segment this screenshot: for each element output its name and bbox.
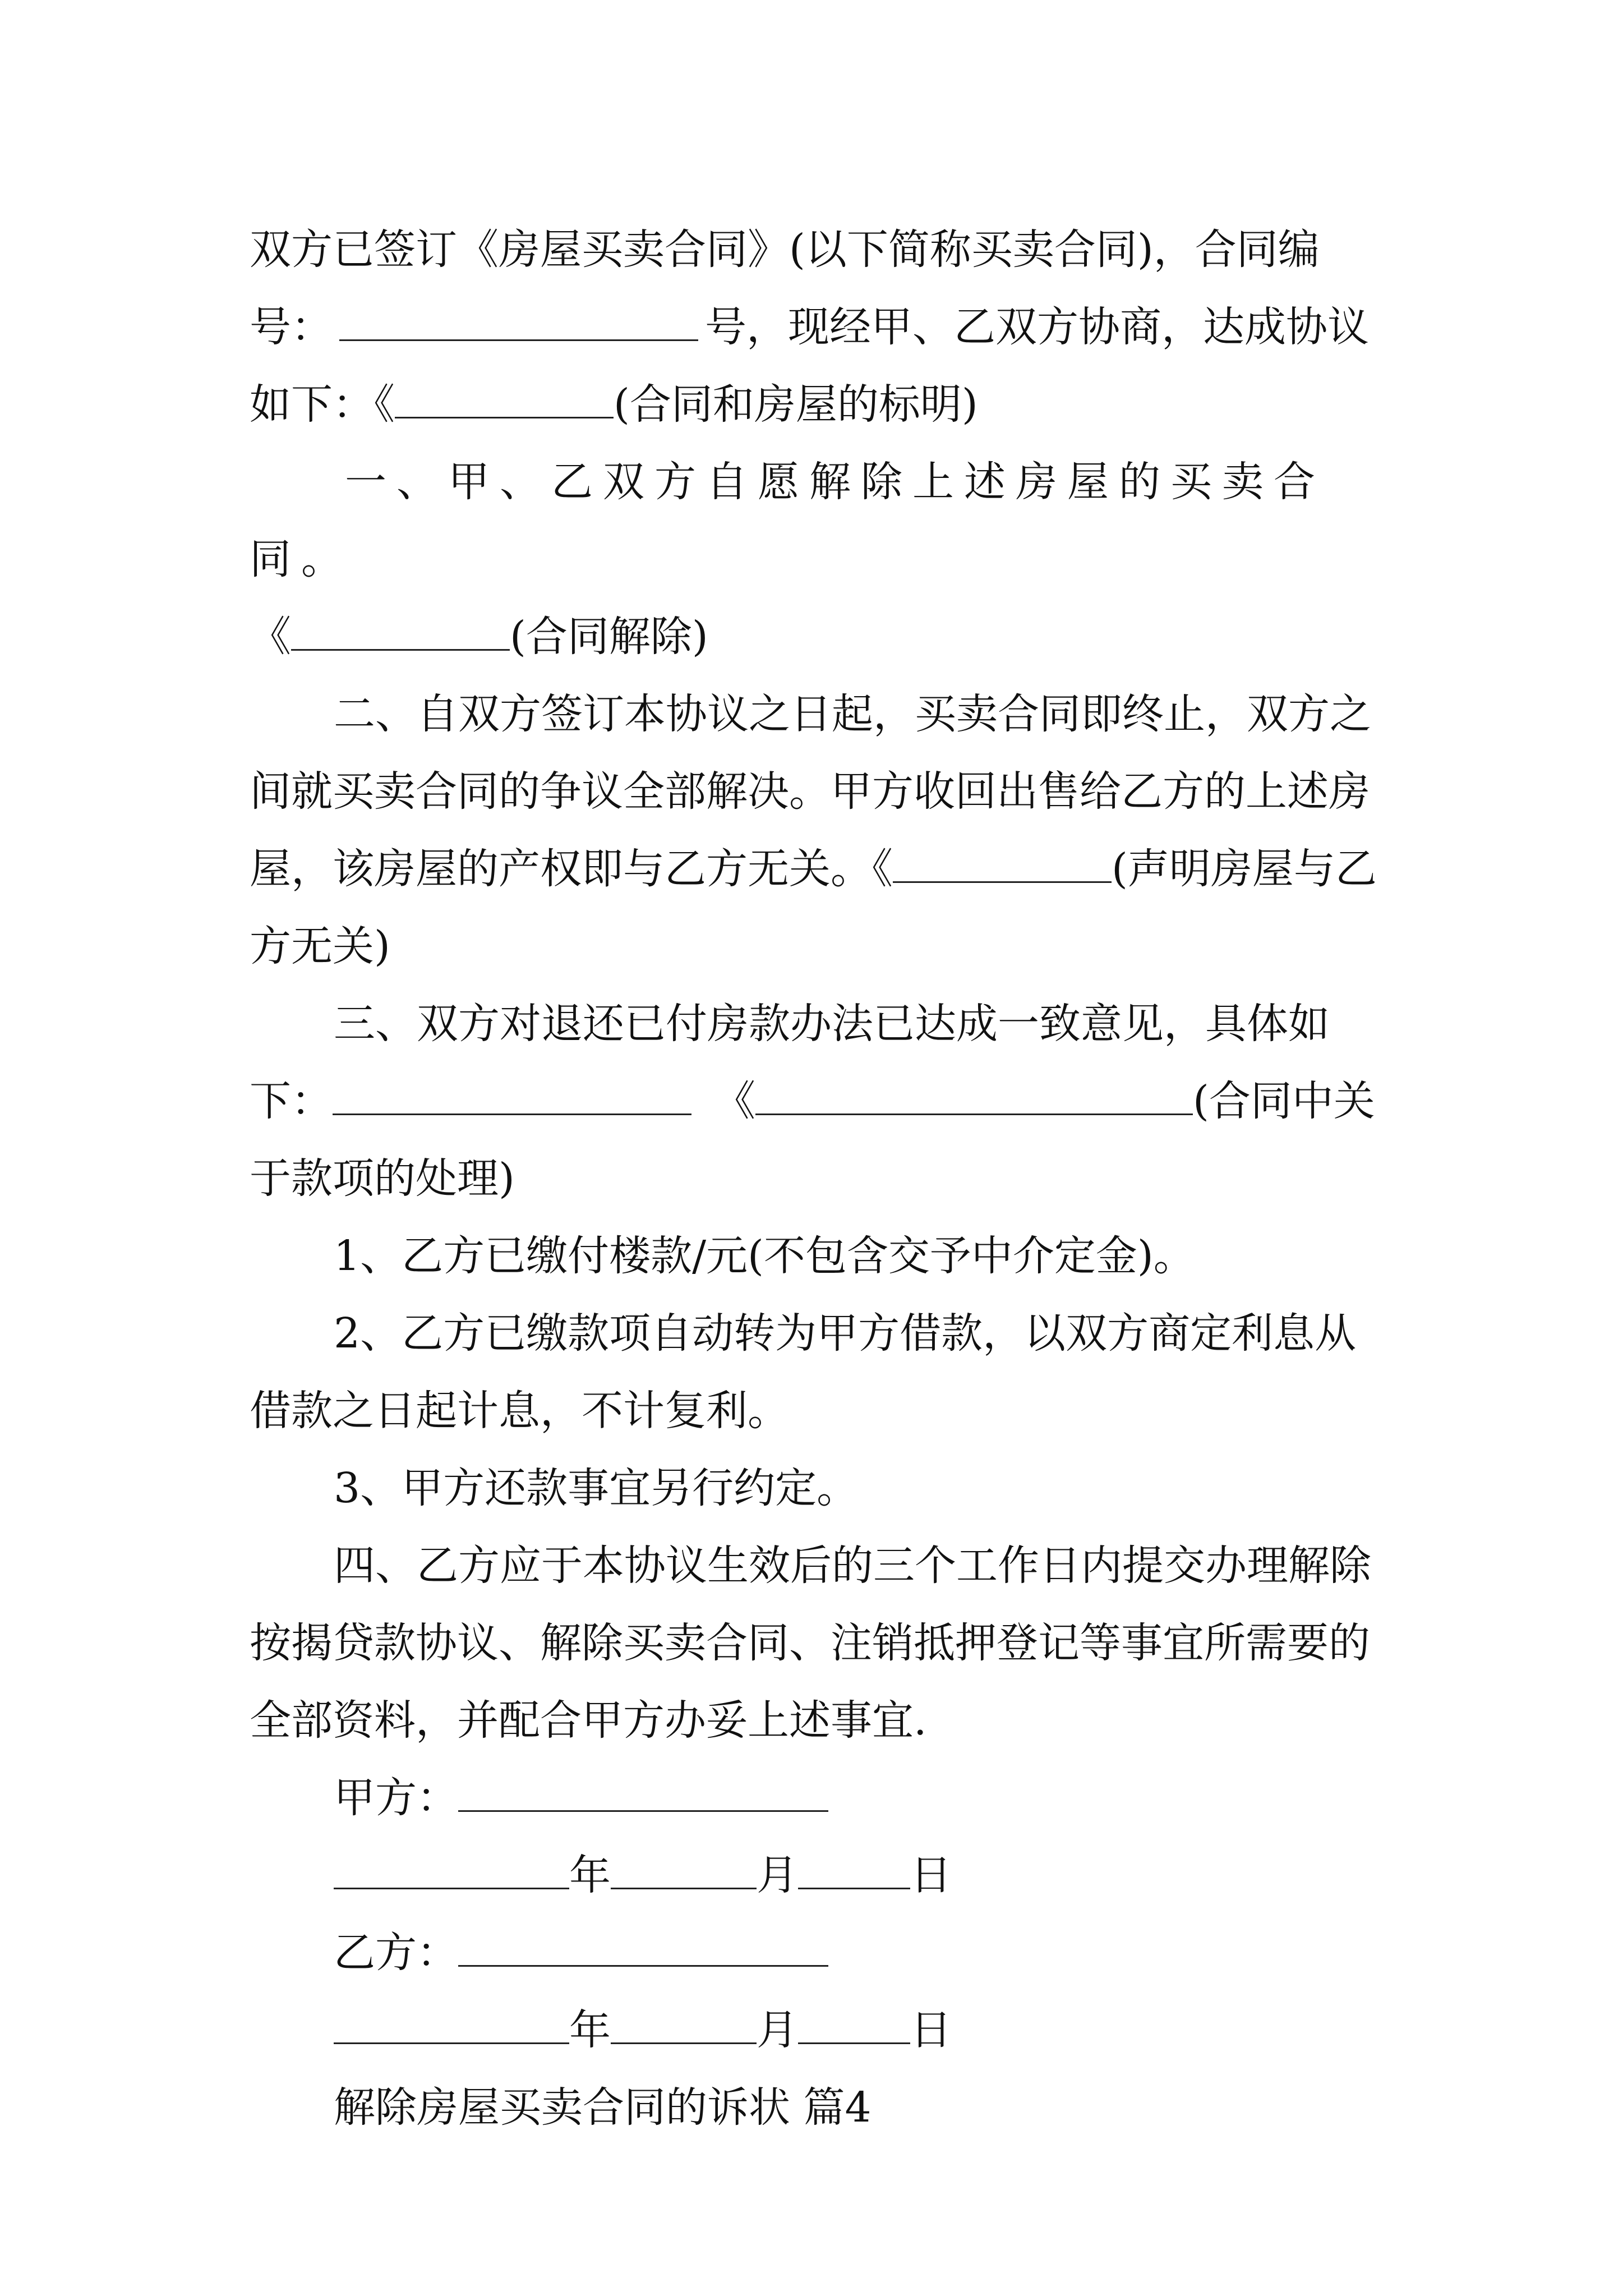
intro-text-2: 号，现经甲、乙双方协商，达成协议如下：《 [250, 303, 1369, 429]
clause-three-bracket: 《 [714, 1077, 755, 1125]
clause-three [250, 985, 1377, 1217]
party-a-year-blank[interactable] [334, 1854, 569, 1889]
intro-text-3: (合同和房屋的标明) [614, 380, 978, 429]
refund-method-blank[interactable] [333, 1080, 691, 1115]
day-label: 日 [910, 2006, 952, 2054]
intro-paragraph [250, 211, 1377, 443]
property-statement-blank[interactable] [893, 848, 1112, 883]
party-a-day-blank[interactable] [798, 1854, 910, 1889]
clause-one-text: 一、甲、乙双方自愿解除上述房屋的买卖合同。 [250, 458, 1325, 583]
party-b-blank[interactable] [458, 1931, 828, 1967]
clause-two [250, 675, 1377, 985]
party-a-date-line [250, 1837, 1377, 1914]
contract-house-blank[interactable] [395, 383, 614, 418]
sub-clause-2: 2、乙方已缴款项自动转为甲方借款，以双方商定利息从借款之日起计息，不计复利。 [250, 1309, 1357, 1435]
clause-one-annotation [250, 598, 1377, 675]
year-label: 年 [569, 2006, 611, 2054]
contract-termination-blank[interactable] [291, 615, 510, 651]
party-b-label: 乙方： [334, 1929, 458, 1977]
day-label: 日 [910, 1851, 952, 1899]
payment-handling-blank[interactable] [755, 1080, 1193, 1115]
sub-clause-1: 1、乙方已缴付楼款/元(不包含交予中介定金)。 [334, 1232, 1195, 1280]
clause-three-text: 三、双方对退还已付房款办法已达成一致意见，具体如下： [250, 1000, 1330, 1125]
clause-two-note: (声明房屋与乙方无关) [250, 845, 1377, 970]
party-b-date-line [250, 1991, 1377, 2069]
month-label: 月 [757, 1851, 798, 1899]
document-body [250, 211, 1377, 2146]
month-label: 月 [757, 2006, 798, 2054]
party-a-month-blank[interactable] [611, 1854, 757, 1889]
clause-three-note: (合同中关于款项的处理) [250, 1077, 1375, 1203]
party-a-signature-line [250, 1759, 1377, 1837]
contract-number-blank[interactable] [339, 306, 698, 341]
intro-text-1: 双方已签订《房屋买卖合同》(以下简称买卖合同)，合同编号： [250, 226, 1320, 351]
sub-clause-3: 3、甲方还款事宜另行约定。 [334, 1464, 859, 1512]
next-section-heading: 解除房屋买卖合同的诉状 篇4 [334, 2083, 872, 2132]
party-b-signature-line [250, 1914, 1377, 1991]
party-b-year-blank[interactable] [334, 2009, 569, 2044]
year-label: 年 [569, 1851, 611, 1899]
party-a-blank[interactable] [458, 1777, 828, 1812]
party-b-day-blank[interactable] [798, 2009, 910, 2044]
clause-one [250, 443, 1377, 598]
clause-one-bracket: 《 [250, 613, 291, 661]
clause-two-text: 二、自双方签订本协议之日起，买卖合同即终止，双方之间就买卖合同的争议全部解决。甲方收回出售给乙方的上述房屋，该房屋的产权即与乙方无关。《 [250, 690, 1371, 893]
clause-one-note: (合同解除) [510, 613, 708, 661]
clause-four: 四、乙方应于本协议生效后的三个工作日内提交办理解除按揭贷款协议、解除买卖合同、注销抵押登记等事宜所需要的全部资料，并配合甲方办妥上述事宜. [250, 1542, 1371, 1745]
party-a-label: 甲方： [334, 1774, 458, 1822]
party-b-month-blank[interactable] [611, 2009, 757, 2044]
